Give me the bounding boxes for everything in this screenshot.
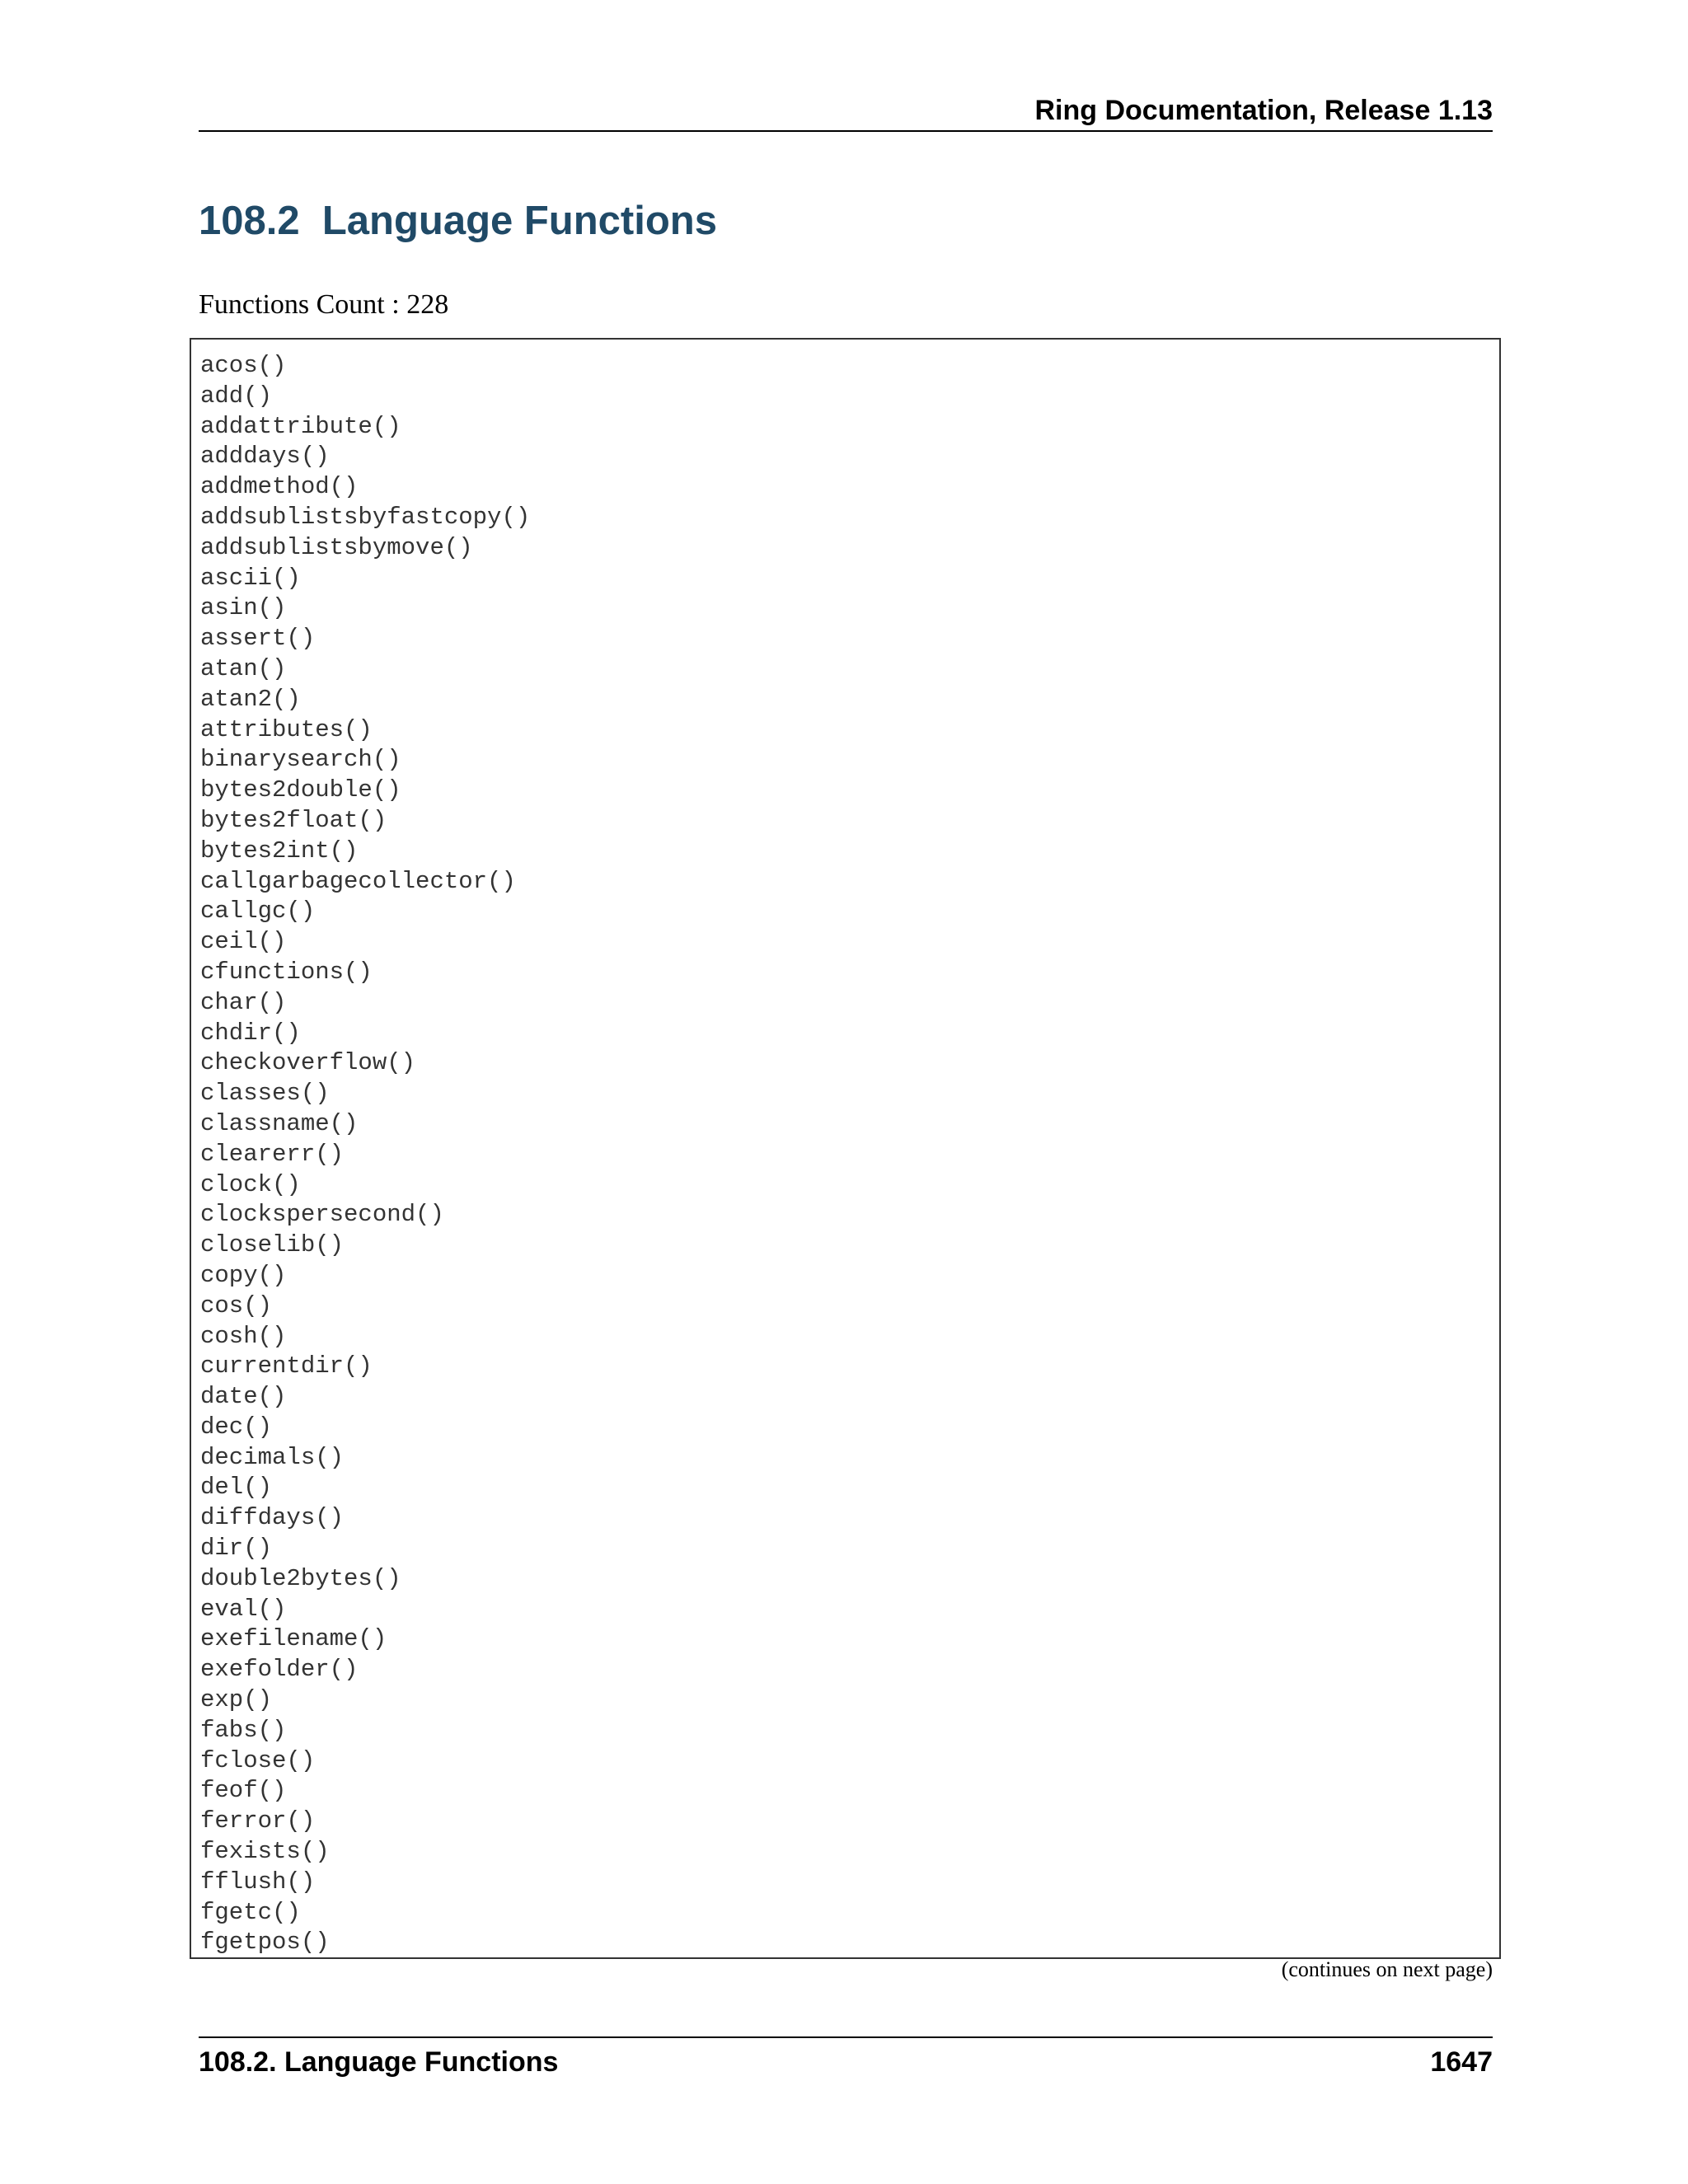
function-list-item: acos() — [200, 352, 287, 379]
function-list-item: dec() — [200, 1413, 273, 1441]
function-list-item: del() — [200, 1474, 273, 1502]
function-list-item: bytes2int() — [200, 837, 359, 865]
function-list-item: exefilename() — [200, 1625, 387, 1653]
continuation-note: (continues on next page) — [1281, 1957, 1493, 1981]
header-divider — [199, 130, 1493, 132]
function-list-item: copy() — [200, 1261, 287, 1289]
function-list-item: exefolder() — [200, 1656, 359, 1684]
function-list-item: fclose() — [200, 1746, 316, 1774]
function-list-item: exp() — [200, 1686, 273, 1714]
function-list-item: asin() — [200, 594, 287, 622]
function-list-item: fabs() — [200, 1716, 287, 1744]
function-list-item: char() — [200, 988, 287, 1016]
function-list-item: ceil() — [200, 928, 287, 956]
function-list-item: clockspersecond() — [200, 1201, 444, 1229]
function-list-item: classname() — [200, 1109, 359, 1137]
function-list-item: callgc() — [200, 898, 316, 926]
function-list-item: addsublistsbyfastcopy() — [200, 503, 531, 531]
code-block — [190, 338, 1501, 1959]
section-title: 108.2 Language Functions — [199, 199, 717, 243]
function-list-item: cosh() — [200, 1322, 287, 1350]
function-list-item: cfunctions() — [200, 958, 373, 986]
function-list — [200, 351, 530, 1958]
function-list-item: cos() — [200, 1291, 273, 1319]
function-list-item: classes() — [200, 1080, 330, 1108]
function-list-item: bytes2double() — [200, 776, 401, 804]
footer-divider — [199, 2036, 1493, 2038]
function-list-item: currentdir() — [200, 1352, 373, 1380]
function-list-item: eval() — [200, 1595, 287, 1623]
function-list-item: chdir() — [200, 1019, 301, 1047]
function-list-item: atan2() — [200, 685, 301, 713]
running-header: Ring Documentation, Release 1.13 — [1034, 95, 1493, 126]
function-list-item: addmethod() — [200, 473, 359, 501]
page-number: 1647 — [1430, 2046, 1493, 2078]
function-list-item: clock() — [200, 1170, 301, 1198]
page-footer — [199, 2041, 1493, 2083]
function-list-item: feof() — [200, 1777, 287, 1805]
function-list-item: addsublistsbymove() — [200, 533, 473, 561]
function-list-item: addattribute() — [200, 412, 401, 440]
function-list-item: fgetc() — [200, 1898, 301, 1926]
function-list-item: fflush() — [200, 1868, 316, 1896]
function-list-item: double2bytes() — [200, 1564, 401, 1592]
function-list-item: ascii() — [200, 564, 301, 592]
function-list-item: date() — [200, 1383, 287, 1411]
function-list-item: dir() — [200, 1535, 273, 1563]
function-list-item: decimals() — [200, 1443, 345, 1471]
function-list-item: bytes2float() — [200, 806, 387, 834]
function-list-item: closelib() — [200, 1231, 345, 1259]
function-list-item: ferror() — [200, 1807, 316, 1835]
function-list-item: diffdays() — [200, 1504, 345, 1532]
function-list-item: clearerr() — [200, 1140, 345, 1168]
functions-count: Functions Count : 228 — [199, 289, 449, 320]
function-list-item: adddays() — [200, 443, 330, 471]
function-list-item: binarysearch() — [200, 746, 401, 774]
function-list-item: fexists() — [200, 1838, 330, 1866]
function-list-item: callgarbagecollector() — [200, 867, 516, 895]
function-list-item: atan() — [200, 654, 287, 682]
function-list-item: add() — [200, 382, 273, 410]
function-list-item: fgetpos() — [200, 1929, 330, 1957]
footer-section-label: 108.2. Language Functions — [199, 2046, 559, 2078]
function-list-item: assert() — [200, 625, 316, 653]
function-list-item: checkoverflow() — [200, 1049, 416, 1077]
function-list-item: attributes() — [200, 715, 373, 743]
